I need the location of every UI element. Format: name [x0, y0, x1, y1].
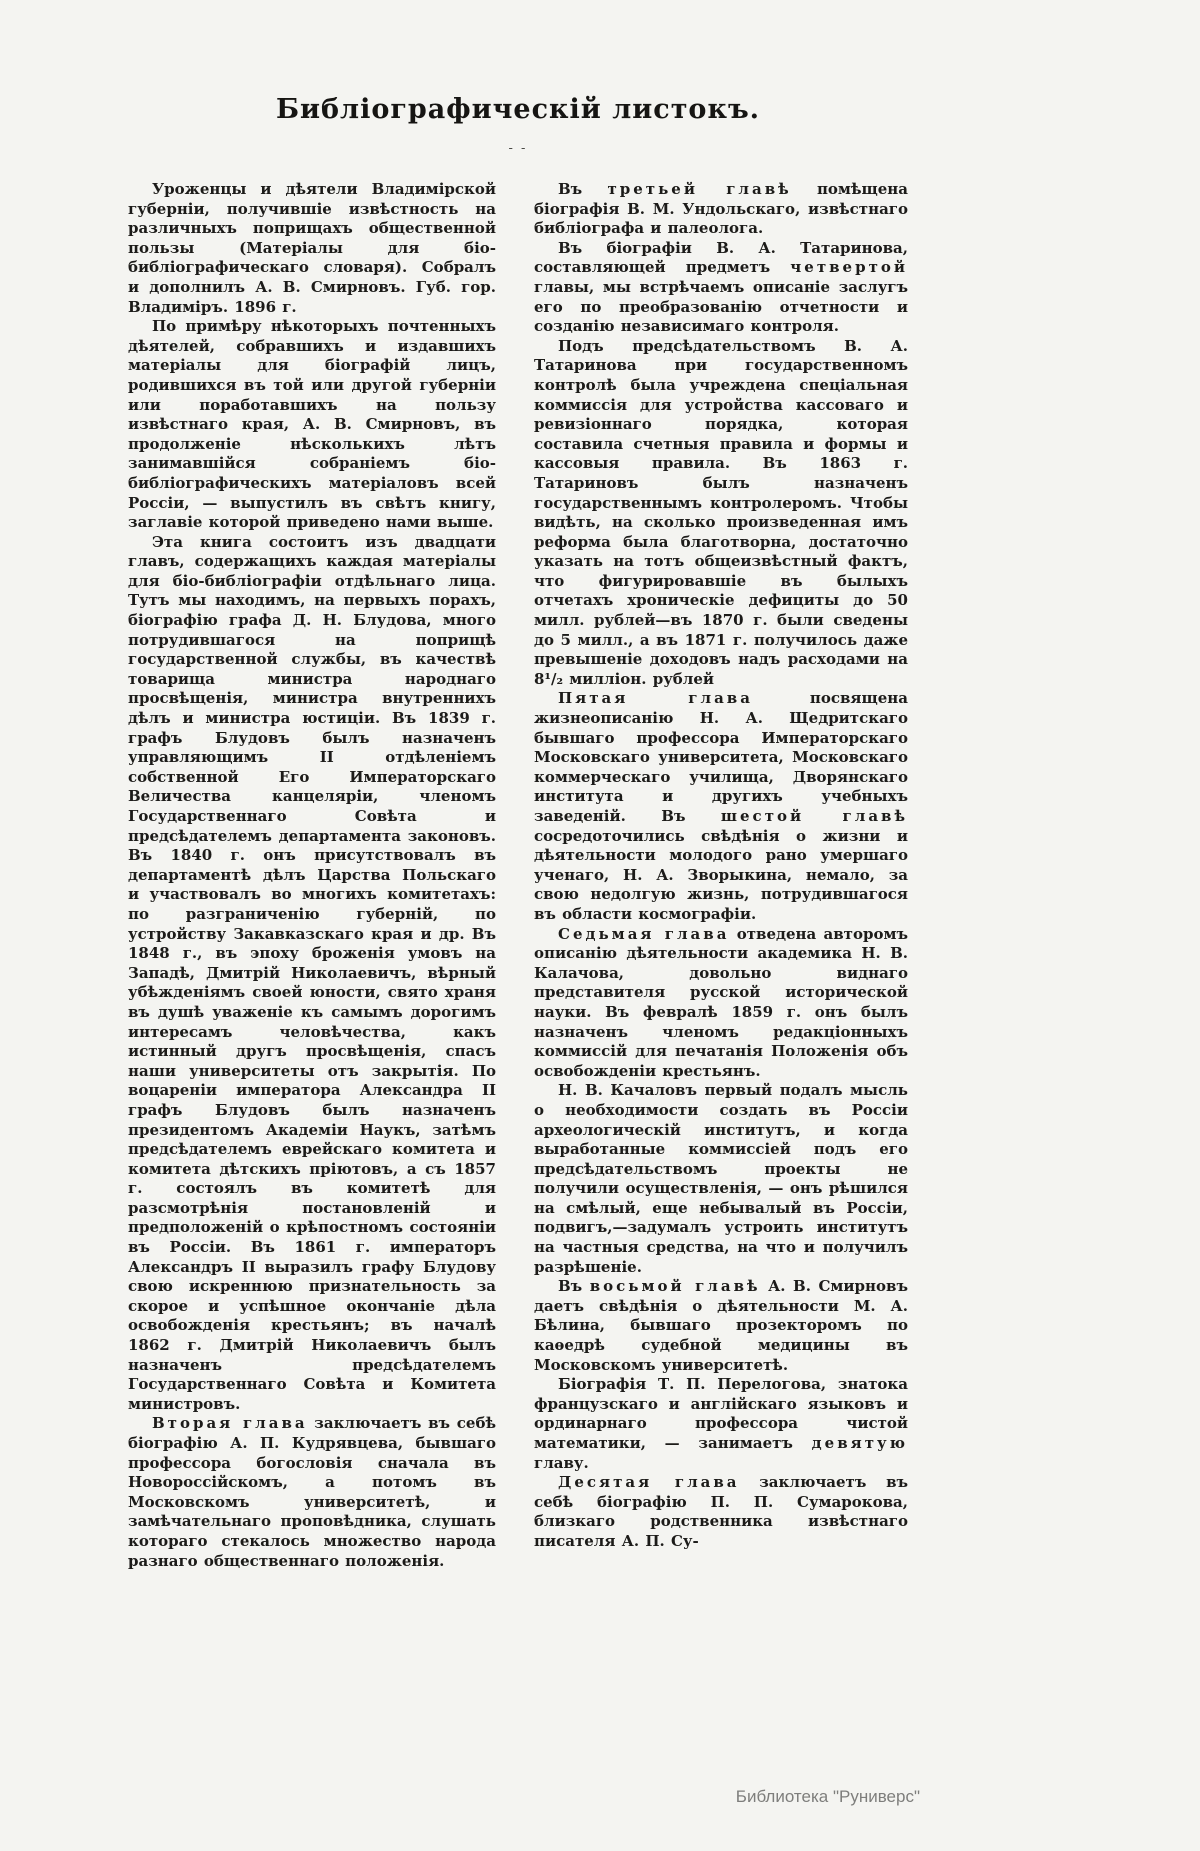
body-text: помѣщена біографія В. М. Ундольскаго, извѣстнаго библіографа и палеолога. — [534, 180, 908, 238]
paragraph — [534, 925, 908, 1082]
body-text: Уроженцы и дѣятели Владимірской губерніи, получившіе извѣстность на различныхъ поприщахъ общественной пользы (Матеріалы для біо-библіографическаго словаря). Собралъ и дополнилъ А. В. Смирновъ. Губ. гор. Владиміръ. 1896 г. — [128, 180, 496, 316]
body-text: Подъ предсѣдательствомъ В. А. Татаринова при государственномъ контролѣ была учреждена спеціальная коммиссія для устройства кассоваго и ревизіоннаго порядка, которая составила счетныя правила и формы и кассовыя правила. Въ 1863 г. Татариновъ былъ назначенъ государственнымъ контролеромъ. Чтобы видѣть, на сколько произведенная имъ реформа была благотворна, достаточно указать на тотъ общеизвѣстный фактъ, что фигурировавшіе въ былыхъ отчетахъ хроническіе дефициты до 50 милл. рублей—въ 1870 г. были сведены до 5 милл., а въ 1871 г. получилось даже превышеніе доходовъ надъ расходами на 8¹/₂ милліон. рублей — [534, 336, 908, 688]
paragraph — [534, 1375, 908, 1473]
body-text: главы, мы встрѣчаемъ описаніе заслугъ его по преобразованію отчетности и созданію независимаго контроля. — [534, 277, 908, 336]
emphasized-text: Пятая глава — [558, 689, 753, 708]
text-columns — [128, 180, 908, 1571]
body-text: А. В. Смирновъ даетъ свѣдѣнія о дѣятельности М. А. Бѣлина, бывшаго прозекторомъ по каѳедрѣ судебной медицины въ Московскомъ университетѣ. — [534, 1277, 908, 1374]
library-watermark: Библиотека "Руниверс" — [735, 1787, 920, 1806]
body-text: заключаетъ въ себѣ біографію П. П. Сумарокова, близкаго родственника извѣстнаго писателя А. П. Су- — [534, 1473, 908, 1550]
emphasized-text: Вторая глава — [152, 1414, 308, 1433]
body-text: Въ біографіи В. А. Татаринова, составляющей предметъ — [534, 238, 908, 277]
emphasized-text: девятую — [811, 1434, 908, 1452]
paragraph — [128, 180, 496, 317]
page-title: Библіографическій листокъ. — [275, 94, 761, 125]
body-text: Біографія Т. П. Перелогова, знатока французскаго и англійскаго языковъ и ординарнаго профессора чистой математики, — занимаетъ — [534, 1375, 908, 1452]
title-divider: - - — [508, 141, 528, 156]
body-text: сосредоточились свѣдѣнія о жизни и дѣятельности молодого рано умершаго ученаго, Н. А. Зворыкина, немало, за свою недолгую жизнь, потрудившагося въ области космографіи. — [534, 826, 908, 923]
paragraph — [128, 1414, 496, 1571]
paragraph — [534, 180, 908, 239]
body-text: Н. В. Качаловъ первый подалъ мысль о необходимости создать въ Россіи археологическій институтъ, и когда выработанные коммиссіей подъ его предсѣдательствомъ проекты не получили осуществленія, — онъ рѣшился на смѣлый, еще небывалый въ Россіи, подвигъ,—задумалъ устроить институтъ на частныя средства, на что и получилъ разрѣшеніе. — [534, 1081, 908, 1276]
right-column — [534, 180, 908, 1571]
paragraph — [534, 1277, 908, 1375]
emphasized-text: шестой главѣ — [720, 807, 909, 825]
body-text: заключаетъ въ себѣ біографію А. П. Кудрявцева, бывшаго профессора богословія сначала въ Новороссійскомъ, а потомъ въ Московскомъ университетѣ, и замѣчательнаго проповѣдника, слушать котораго стекалось множество народа разнаго общественнаго положенія. — [128, 1414, 496, 1570]
paragraph — [534, 1473, 908, 1551]
emphasized-text: третьей главѣ — [607, 180, 792, 198]
paragraph — [534, 239, 908, 337]
paragraph — [534, 337, 908, 690]
paragraph — [128, 317, 496, 533]
body-text: По примѣру нѣкоторыхъ почтенныхъ дѣятелей, собравшихъ и издавшихъ матеріалы для біографій лицъ, родившихся въ той или другой губерніи или поработавшихъ на пользу извѣстнаго края, А. В. Смирновъ, въ продолженіе нѣсколькихъ лѣтъ занимавшійся собраніемъ біо-библіографическихъ матеріаловъ всей Россіи, — выпустилъ въ свѣтъ книгу, заглавіе которой приведено нами выше. — [128, 317, 496, 532]
body-text: Эта книга состоитъ изъ двадцати главъ, содержащихъ каждая матеріалы для біо-библіографіи отдѣльнаго лица. Тутъ мы находимъ, на первыхъ порахъ, біографію графа Д. Н. Блудова, много потрудившагося на поприщѣ государственной службы, въ качествѣ товарища министра народнаго просвѣщенія, министра внутреннихъ дѣлъ и министра юстиціи. Въ 1839 г. графъ Блудовъ былъ назначенъ управляющимъ II отдѣленіемъ собственной Его Императорскаго Величества канцеляріи, членомъ Государственнаго Совѣта и предсѣдателемъ департамента законовъ. Въ 1840 г. онъ присутствовалъ въ департаментѣ дѣлъ Царства Польскаго и участвовалъ во многихъ комитетахъ: по разграниченію губерній, по устройству Закавказскаго края и др. Въ 1848 г., въ эпоху броженія умовъ на Западѣ, Дмитрій Николаевичъ, вѣрный убѣжденіямъ своей юности, свято храня въ душѣ уваженіе къ самымъ дорогимъ интересамъ человѣчества, какъ истинный другъ просвѣщенія, спасъ наши университеты отъ закрытія. По воцареніи императора Александра II графъ Блудовъ былъ назначенъ президентомъ Академіи Наукъ, затѣмъ предсѣдателемъ еврейскаго комитета и комитета дѣтскихъ пріютовъ, а съ 1857 г. состоялъ въ комитетѣ для разсмотрѣнія постановленій и предположеній о крѣпостномъ состояніи въ Россіи. Въ 1861 г. императоръ Александръ II выразилъ графу Блудову свою искреннюю признательность за скорое и успѣшное окончаніе дѣла освобожденія крестьянъ; въ началѣ 1862 г. Дмитрій Николаевичъ былъ назначенъ предсѣдателемъ Государственнаго Совѣта и Комитета министровъ. — [128, 532, 496, 1413]
left-column — [128, 180, 496, 1571]
paragraph — [534, 689, 908, 924]
book-page — [128, 0, 908, 1571]
emphasized-text: восьмой главѣ — [589, 1277, 761, 1296]
body-text: Въ — [558, 180, 608, 198]
body-text: отведена авторомъ описанію дѣятельности академика Н. В. Калачова, довольно виднаго представителя русской исторической науки. Въ февралѣ 1859 г. онъ былъ назначенъ членомъ редакціонныхъ коммиссій для печатанія Положенія объ освобожденіи крестьянъ. — [534, 924, 908, 1080]
body-text: Въ — [558, 1277, 590, 1296]
body-text: посвящена жизнеописанію Н. А. Щедритскаго бывшаго профессора Императорскаго Московскаго университета, Московскаго коммерческаго училища, Дворянскаго института и другихъ учебныхъ заведеній. Въ — [534, 689, 908, 825]
emphasized-text: Седьмая глава — [558, 924, 730, 943]
emphasized-text: Десятая глава — [558, 1473, 740, 1492]
paragraph — [128, 533, 496, 1415]
body-text: главу. — [534, 1453, 589, 1472]
emphasized-text: четвертой — [790, 258, 908, 277]
paragraph — [534, 1081, 908, 1277]
